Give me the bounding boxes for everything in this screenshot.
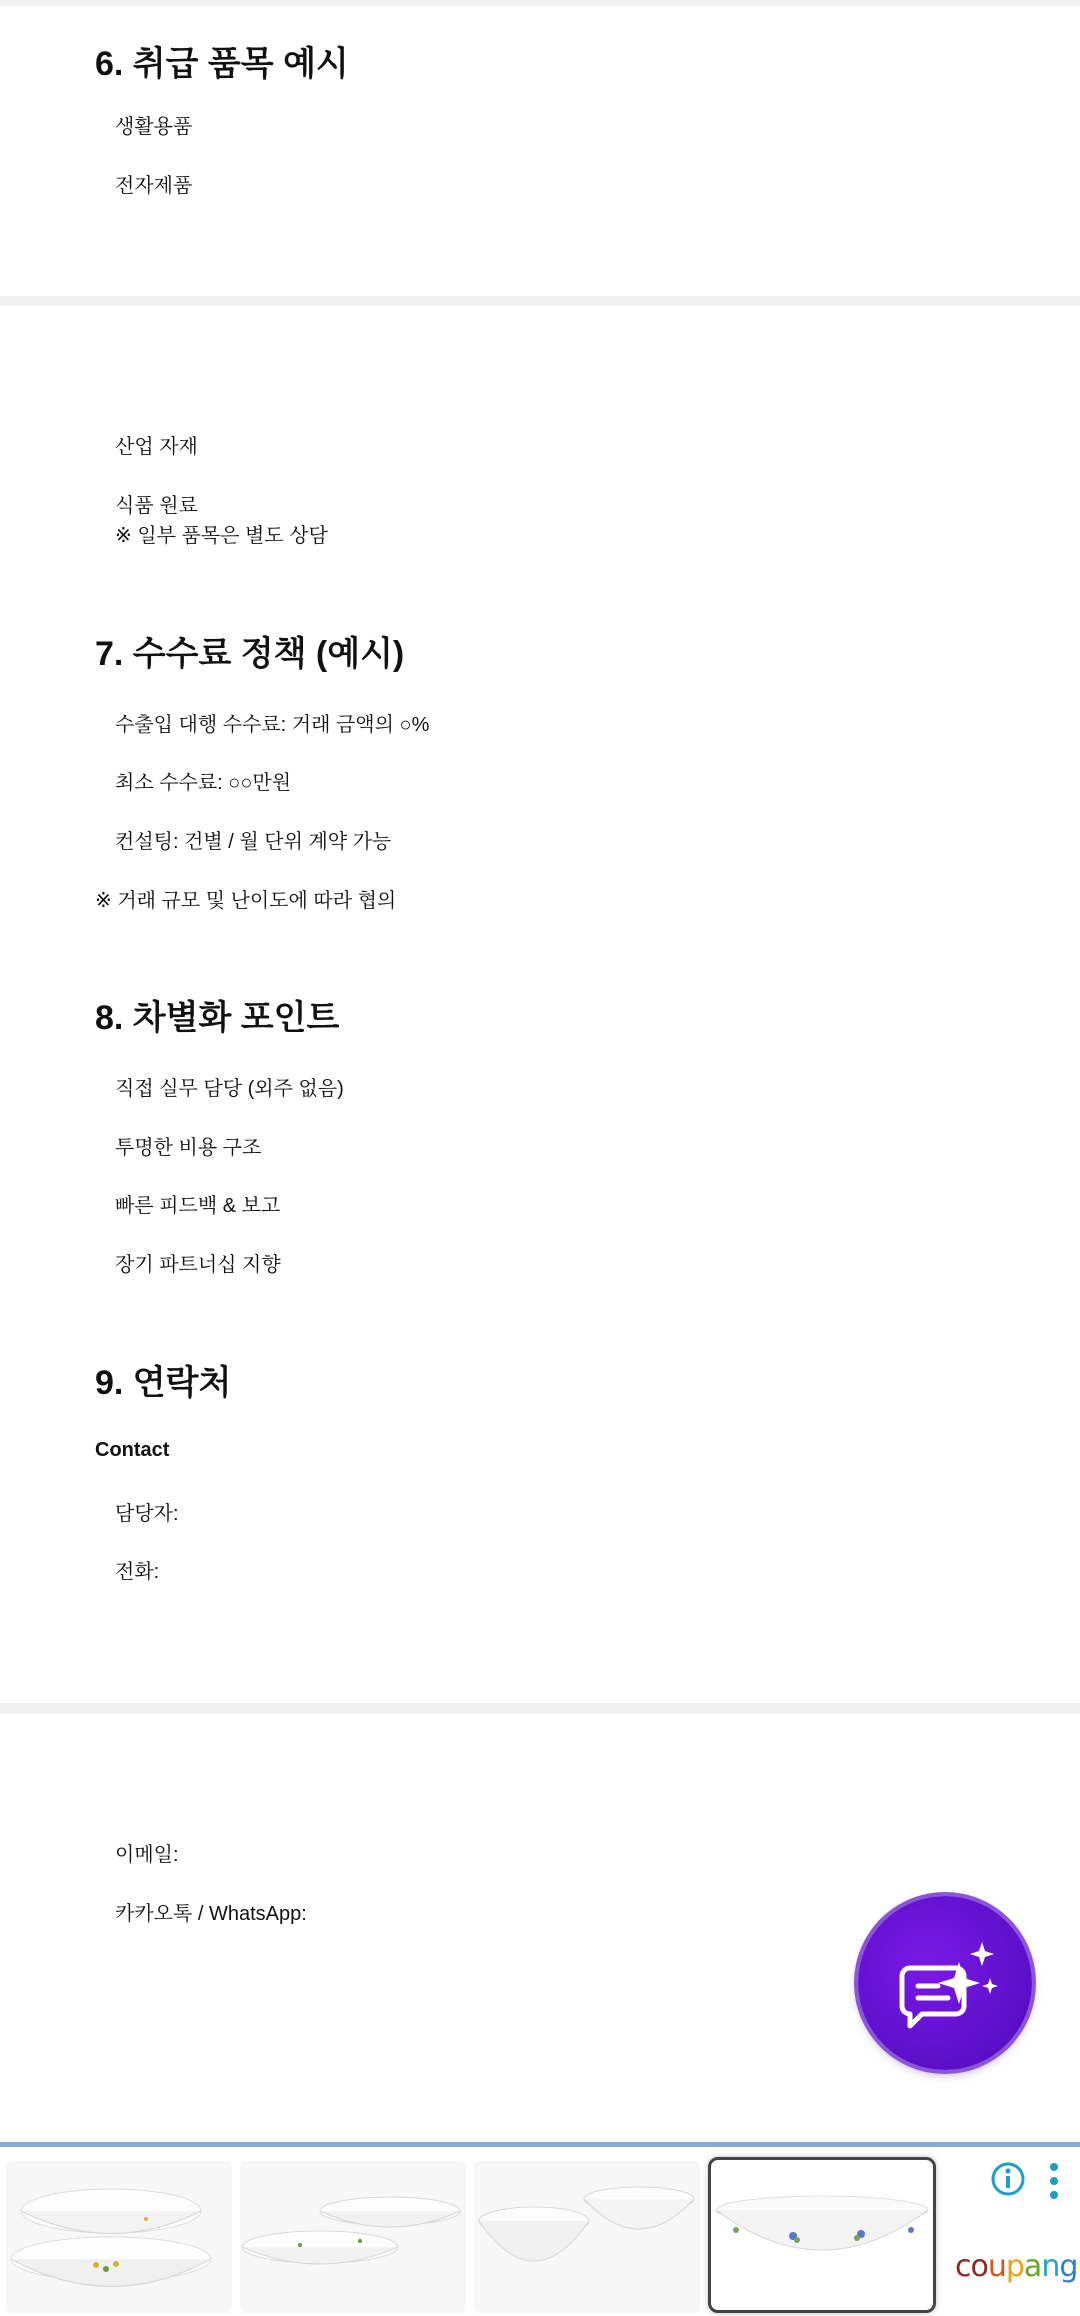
coupang-logo-letter: n xyxy=(1041,2249,1060,2284)
section-7-note: ※ 거래 규모 및 난이도에 따라 협의 xyxy=(95,890,397,912)
coupang-logo-letter: p xyxy=(1005,2249,1024,2284)
product-thumbnail[interactable] xyxy=(6,2161,232,2313)
list-item: 장기 파트너십 지향 xyxy=(115,1254,281,1276)
bowl-product-image xyxy=(6,2161,232,2313)
section-6-heading: 6. 취급 품목 예시 xyxy=(95,45,349,83)
list-item: 생활용품 xyxy=(115,116,193,138)
product-thumbnail-selected[interactable] xyxy=(708,2157,936,2313)
list-item: 컨설팅: 건별 / 월 단위 계약 가능 xyxy=(115,831,392,853)
list-item: 카카오톡 / WhatsApp: xyxy=(115,1903,307,1925)
list-item: 산업 자재 xyxy=(115,436,198,458)
more-options-icon[interactable] xyxy=(1044,2161,1064,2201)
section-9-heading: 9. 연락처 xyxy=(95,1364,232,1402)
document-page-2 xyxy=(0,306,1080,1703)
contact-subtitle: Contact xyxy=(95,1439,170,1461)
list-item: 투명한 비용 구조 xyxy=(115,1137,262,1159)
ai-chat-sparkle-icon xyxy=(858,1896,1032,2070)
list-item: 수출입 대행 수수료: 거래 금액의 ○% xyxy=(115,714,430,736)
list-item: 식품 원료 xyxy=(115,495,198,517)
coupang-logo-letter: c xyxy=(955,2249,971,2284)
list-item: 전자제품 xyxy=(115,175,193,197)
section-8-heading: 8. 차별화 포인트 xyxy=(95,999,340,1037)
section-6-note: ※ 일부 품목은 별도 상담 xyxy=(115,525,328,547)
ad-banner[interactable] xyxy=(0,2142,1080,2316)
document-page-1 xyxy=(0,6,1080,296)
product-thumbnail[interactable] xyxy=(240,2161,466,2313)
list-item: 전화: xyxy=(115,1561,160,1583)
list-item: 담당자: xyxy=(115,1503,179,1525)
info-icon[interactable] xyxy=(990,2161,1026,2197)
list-item: 직접 실무 담당 (외주 없음) xyxy=(115,1078,344,1100)
list-item: 빠른 피드백 & 보고 xyxy=(115,1195,281,1217)
coupang-logo-letter: g xyxy=(1059,2249,1078,2284)
list-item: 이메일: xyxy=(115,1844,179,1866)
coupang-logo-letter: u xyxy=(987,2249,1006,2284)
product-thumbnail[interactable] xyxy=(474,2161,700,2313)
bowl-set-product-image xyxy=(474,2161,700,2313)
section-7-heading: 7. 수수료 정책 (예시) xyxy=(95,635,405,673)
plate-product-image xyxy=(240,2161,466,2313)
flower-bowl-product-image xyxy=(711,2160,933,2310)
coupang-logo[interactable] xyxy=(955,2249,1077,2284)
coupang-logo-letter: a xyxy=(1023,2249,1042,2284)
list-item: 최소 수수료: ○○만원 xyxy=(115,772,292,794)
coupang-logo-letter: o xyxy=(970,2249,988,2284)
ai-assistant-button[interactable] xyxy=(858,1896,1032,2070)
